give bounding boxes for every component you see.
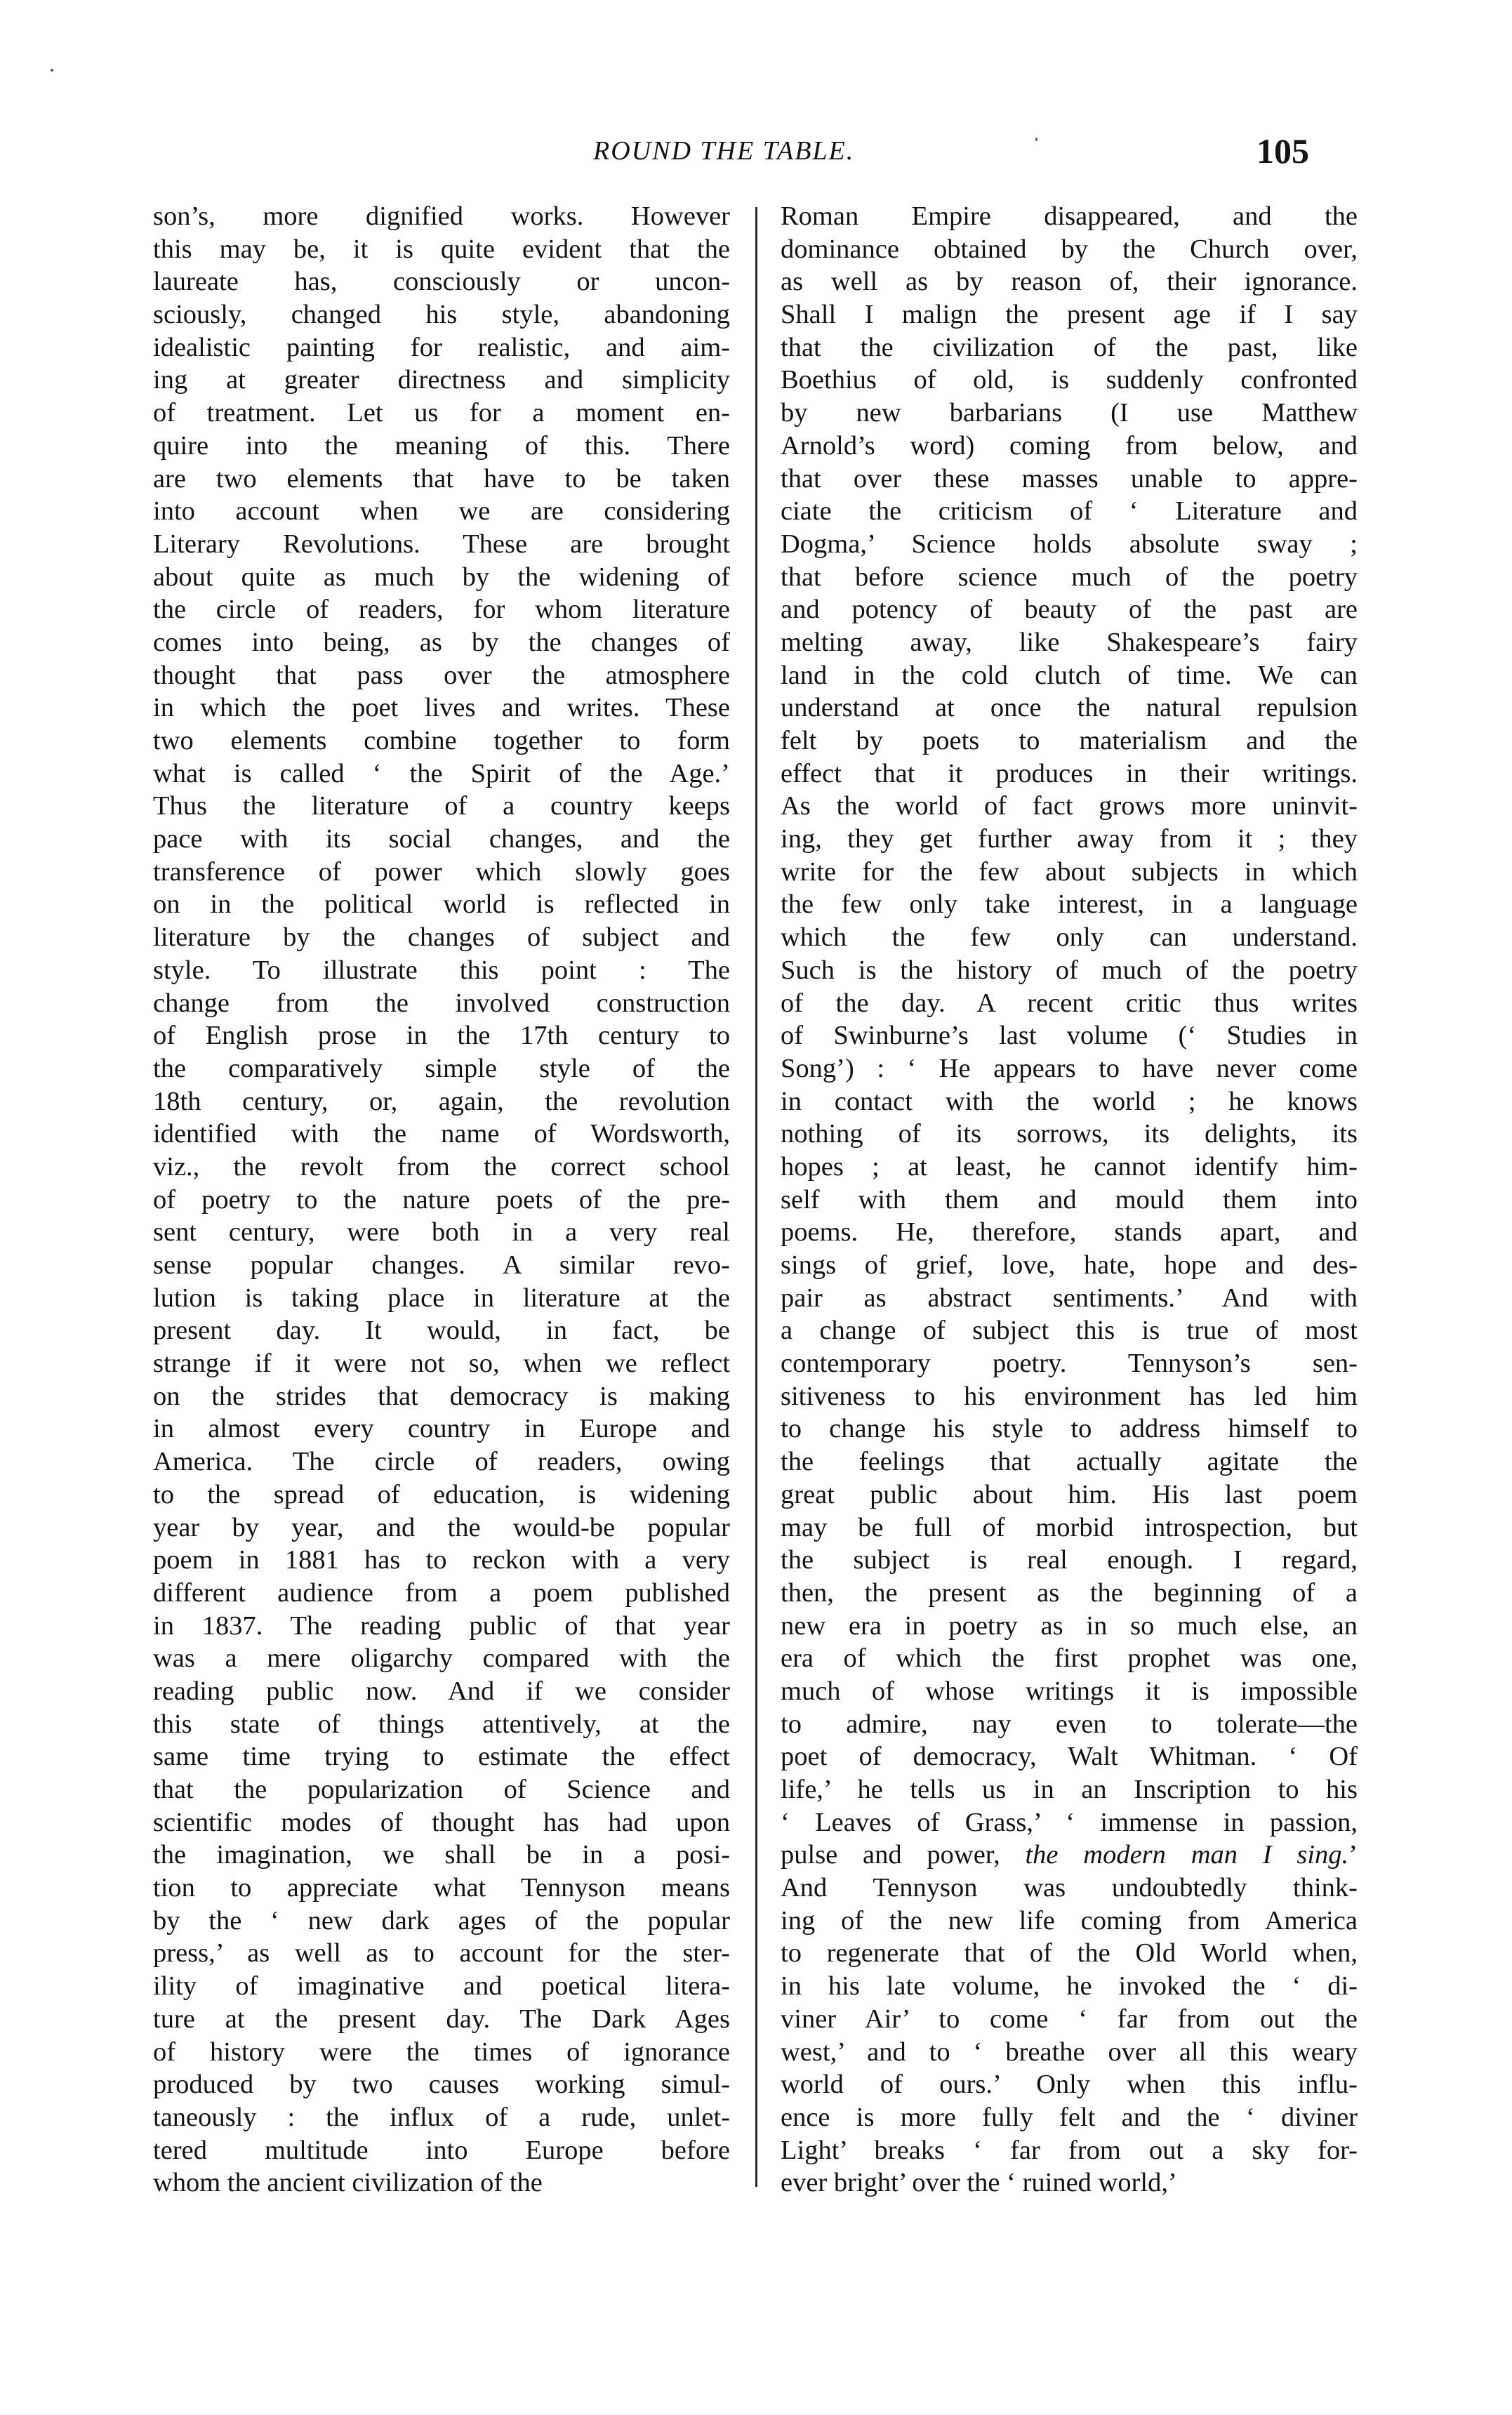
text-line: by the ‘ new dark ages of the popular: [153, 1905, 730, 1936]
paper-speck: [51, 69, 53, 72]
text-line: ciate the criticism of ‘ Literature and: [781, 496, 1358, 527]
text-line: era of which the first prophet was one,: [781, 1643, 1358, 1674]
text-line: sense popular changes. A similar revo-: [153, 1250, 730, 1280]
text-line: self with them and mould them into: [781, 1184, 1358, 1215]
text-line: scientific modes of thought has had upon: [153, 1807, 730, 1837]
text-line: the imagination, we shall be in a posi-: [153, 1840, 730, 1870]
text-line: that the popularization of Science and: [153, 1775, 730, 1804]
text-line: felt by poets to materialism and the: [781, 726, 1358, 755]
text-line: the feelings that actually agitate the: [781, 1447, 1358, 1477]
italic-phrase: the modern man I sing.: [1025, 1840, 1349, 1870]
text-line: Thus the literature of a country keeps: [153, 791, 730, 821]
text-line: in contact with the world ; he knows: [781, 1086, 1358, 1116]
text-line: whom the ancient civilization of the: [153, 2168, 543, 2198]
text-line: this may be, it is quite evident that the: [153, 234, 730, 264]
text-line: America. The circle of readers, owing: [153, 1447, 730, 1477]
text-line: As the world of fact grows more uninvit-: [781, 791, 1358, 821]
text-line: to regenerate that of the Old World when,: [781, 1938, 1358, 1969]
text-line: laureate has, consciously or uncon-: [153, 267, 730, 297]
text-line: present day. It would, in fact, be: [153, 1316, 730, 1346]
text-line: pulse and power, the modern man I sing.’: [781, 1840, 1358, 1870]
text-line: ing of the new life coming from America: [781, 1905, 1358, 1936]
text-line: year by year, and the would-be popular: [153, 1512, 730, 1542]
text-line: in almost every country in Europe and: [153, 1414, 730, 1444]
text-line: son’s, more dignified works. However: [153, 201, 730, 231]
running-title: ROUND THE TABLE.: [593, 136, 855, 166]
text-line: on the strides that democracy is making: [153, 1381, 730, 1411]
text-line: ence is more fully felt and the ‘ diviner: [781, 2102, 1358, 2132]
text-line: land in the cold clutch of time. We can: [781, 660, 1358, 690]
text-line: world of ours.’ Only when this influ-: [781, 2070, 1358, 2100]
text-line: sitiveness to his environment has led him: [781, 1381, 1358, 1411]
text-line: then, the present as the beginning of a: [781, 1577, 1358, 1608]
text-line: same time trying to estimate the effect: [153, 1742, 730, 1772]
text-line: to change his style to address himself to: [781, 1414, 1358, 1444]
running-head: [0, 130, 1512, 172]
text-line: much of whose writings it is impossible: [781, 1676, 1358, 1706]
text-line: melting away, like Shakespeare’s fairy: [781, 627, 1358, 657]
text-line: may be full of morbid introspection, but: [781, 1512, 1358, 1542]
text-line: Arnold’s word) coming from below, and: [781, 430, 1358, 461]
text-line: effect that it produces in their writings.: [781, 758, 1358, 788]
text-line: into account when we are considering: [153, 496, 730, 527]
text-line: a change of subject this is true of most: [781, 1316, 1358, 1346]
column-divider: [755, 207, 757, 2187]
text-line: hopes ; at least, he cannot identify him-: [781, 1151, 1358, 1182]
text-line: the comparatively simple style of the: [153, 1053, 730, 1083]
text-line: press,’ as well as to account for the ster-: [153, 1938, 730, 1969]
text-line: comes into being, as by the changes of: [153, 627, 730, 657]
text-line: change from the involved construction: [153, 988, 730, 1018]
text-line: poet of democracy, Walt Whitman. ‘ Of: [781, 1742, 1358, 1772]
text-line: Literary Revolutions. These are brought: [153, 529, 730, 559]
page-number: 105: [1256, 131, 1309, 171]
text-line: which the few only can understand.: [781, 922, 1358, 953]
text-line: life,’ he tells us in an Inscription to his: [781, 1775, 1358, 1804]
text-line: And Tennyson was undoubtedly think-: [781, 1873, 1358, 1903]
text-line: different audience from a poem published: [153, 1577, 730, 1608]
text-line: ture at the present day. The Dark Ages: [153, 2004, 730, 2034]
text-line: ‘ Leaves of Grass,’ ‘ immense in passion,: [781, 1807, 1358, 1837]
text-line: sent century, were both in a very real: [153, 1217, 730, 1248]
text-line: Boethius of old, is suddenly confronted: [781, 365, 1358, 395]
text-line: sciously, changed his style, abandoning: [153, 300, 730, 330]
text-line: thought that pass over the atmosphere: [153, 660, 730, 690]
text-line: lution is taking place in literature at the: [153, 1283, 730, 1313]
text-line: the circle of readers, for whom literature: [153, 595, 730, 625]
text-line: reading public now. And if we consider: [153, 1676, 730, 1706]
text-line: that over these masses unable to appre-: [781, 463, 1358, 494]
text-line: to the spread of education, is widening: [153, 1479, 730, 1509]
text-line: ing, they get further away from it ; they: [781, 824, 1358, 854]
paper-speck: [1035, 138, 1037, 141]
text-line: contemporary poetry. Tennyson’s sen-: [781, 1349, 1358, 1379]
text-line: Dogma,’ Science holds absolute sway ;: [781, 529, 1358, 559]
text-line: Shall I malign the present age if I say: [781, 300, 1358, 330]
text-line: Roman Empire disappeared, and the: [781, 201, 1358, 231]
text-line: in 1837. The reading public of that year: [153, 1610, 730, 1641]
text-line: nothing of its sorrows, its delights, its: [781, 1119, 1358, 1149]
text-line: dominance obtained by the Church over,: [781, 234, 1358, 264]
text-line: viz., the revolt from the correct school: [153, 1151, 730, 1182]
text-line: of English prose in the 17th century to: [153, 1021, 730, 1051]
text-line: sings of grief, love, hate, hope and des-: [781, 1250, 1358, 1280]
text-line: two elements combine together to form: [153, 726, 730, 755]
text-line: Song’) : ‘ He appears to have never come: [781, 1053, 1358, 1083]
text-line: produced by two causes working simul-: [153, 2070, 730, 2100]
right-column: [781, 200, 1358, 2199]
text-line: this state of things attentively, at the: [153, 1709, 730, 1739]
left-column: [153, 200, 730, 2199]
text-line: in which the poet lives and writes. These: [153, 693, 730, 723]
text-line: write for the few about subjects in which: [781, 856, 1358, 887]
text-line: on in the political world is reflected in: [153, 889, 730, 920]
text-line: poem in 1881 has to reckon with a very: [153, 1545, 730, 1575]
text-line: to admire, nay even to tolerate—the: [781, 1709, 1358, 1739]
text-line: Light’ breaks ‘ far from out a sky for-: [781, 2135, 1358, 2165]
text-line: are two elements that have to be taken: [153, 463, 730, 494]
text-line: that before science much of the poetry: [781, 562, 1358, 592]
text-line: was a mere oligarchy compared with the: [153, 1643, 730, 1674]
text-line: ing at greater directness and simplicity: [153, 365, 730, 395]
text-line: tion to appreciate what Tennyson means: [153, 1873, 730, 1903]
text-line: quire into the meaning of this. There: [153, 430, 730, 461]
text-line: of Swinburne’s last volume (‘ Studies in: [781, 1021, 1358, 1051]
text-line: ility of imaginative and poetical litera-: [153, 1971, 730, 2002]
text-line: west,’ and to ‘ breathe over all this weary: [781, 2037, 1358, 2067]
text-line: of history were the times of ignorance: [153, 2037, 730, 2067]
text-line: identified with the name of Wordsworth,: [153, 1119, 730, 1149]
text-line: Such is the history of much of the poetry: [781, 955, 1358, 985]
text-line: pair as abstract sentiments.’ And with: [781, 1283, 1358, 1313]
text-line: literature by the changes of subject and: [153, 922, 730, 953]
text-line: 18th century, or, again, the revolution: [153, 1086, 730, 1116]
text-line: the subject is real enough. I regard,: [781, 1545, 1358, 1575]
text-line: transference of power which slowly goes: [153, 856, 730, 887]
text-line: pace with its social changes, and the: [153, 824, 730, 854]
text-line: tered multitude into Europe before: [153, 2135, 730, 2165]
text-line: ever bright’ over the ‘ ruined world,’: [781, 2168, 1177, 2198]
text-line: style. To illustrate this point : The: [153, 955, 730, 985]
text-line: and potency of beauty of the past are: [781, 595, 1358, 625]
text-line: viner Air’ to come ‘ far from out the: [781, 2004, 1358, 2034]
text-line: taneously : the influx of a rude, unlet-: [153, 2102, 730, 2132]
text-line: the few only take interest, in a language: [781, 889, 1358, 920]
text-line: idealistic painting for realistic, and aim-: [153, 332, 730, 362]
text-line: of treatment. Let us for a moment en-: [153, 398, 730, 428]
text-line: of poetry to the nature poets of the pre-: [153, 1184, 730, 1215]
text-line: new era in poetry as in so much else, an: [781, 1610, 1358, 1641]
text-line: great public about him. His last poem: [781, 1479, 1358, 1509]
text-line: understand at once the natural repulsion: [781, 693, 1358, 723]
text-line: about quite as much by the widening of: [153, 562, 730, 592]
text-line: poems. He, therefore, stands apart, and: [781, 1217, 1358, 1248]
text-line: by new barbarians (I use Matthew: [781, 398, 1358, 428]
text-line: in his late volume, he invoked the ‘ di-: [781, 1971, 1358, 2002]
text-line: strange if it were not so, when we reflect: [153, 1349, 730, 1379]
text-line: of the day. A recent critic thus writes: [781, 988, 1358, 1018]
text-line: what is called ‘ the Spirit of the Age.’: [153, 758, 730, 788]
text-line: as well as by reason of, their ignorance.: [781, 267, 1358, 297]
text-line: that the civilization of the past, like: [781, 332, 1358, 362]
